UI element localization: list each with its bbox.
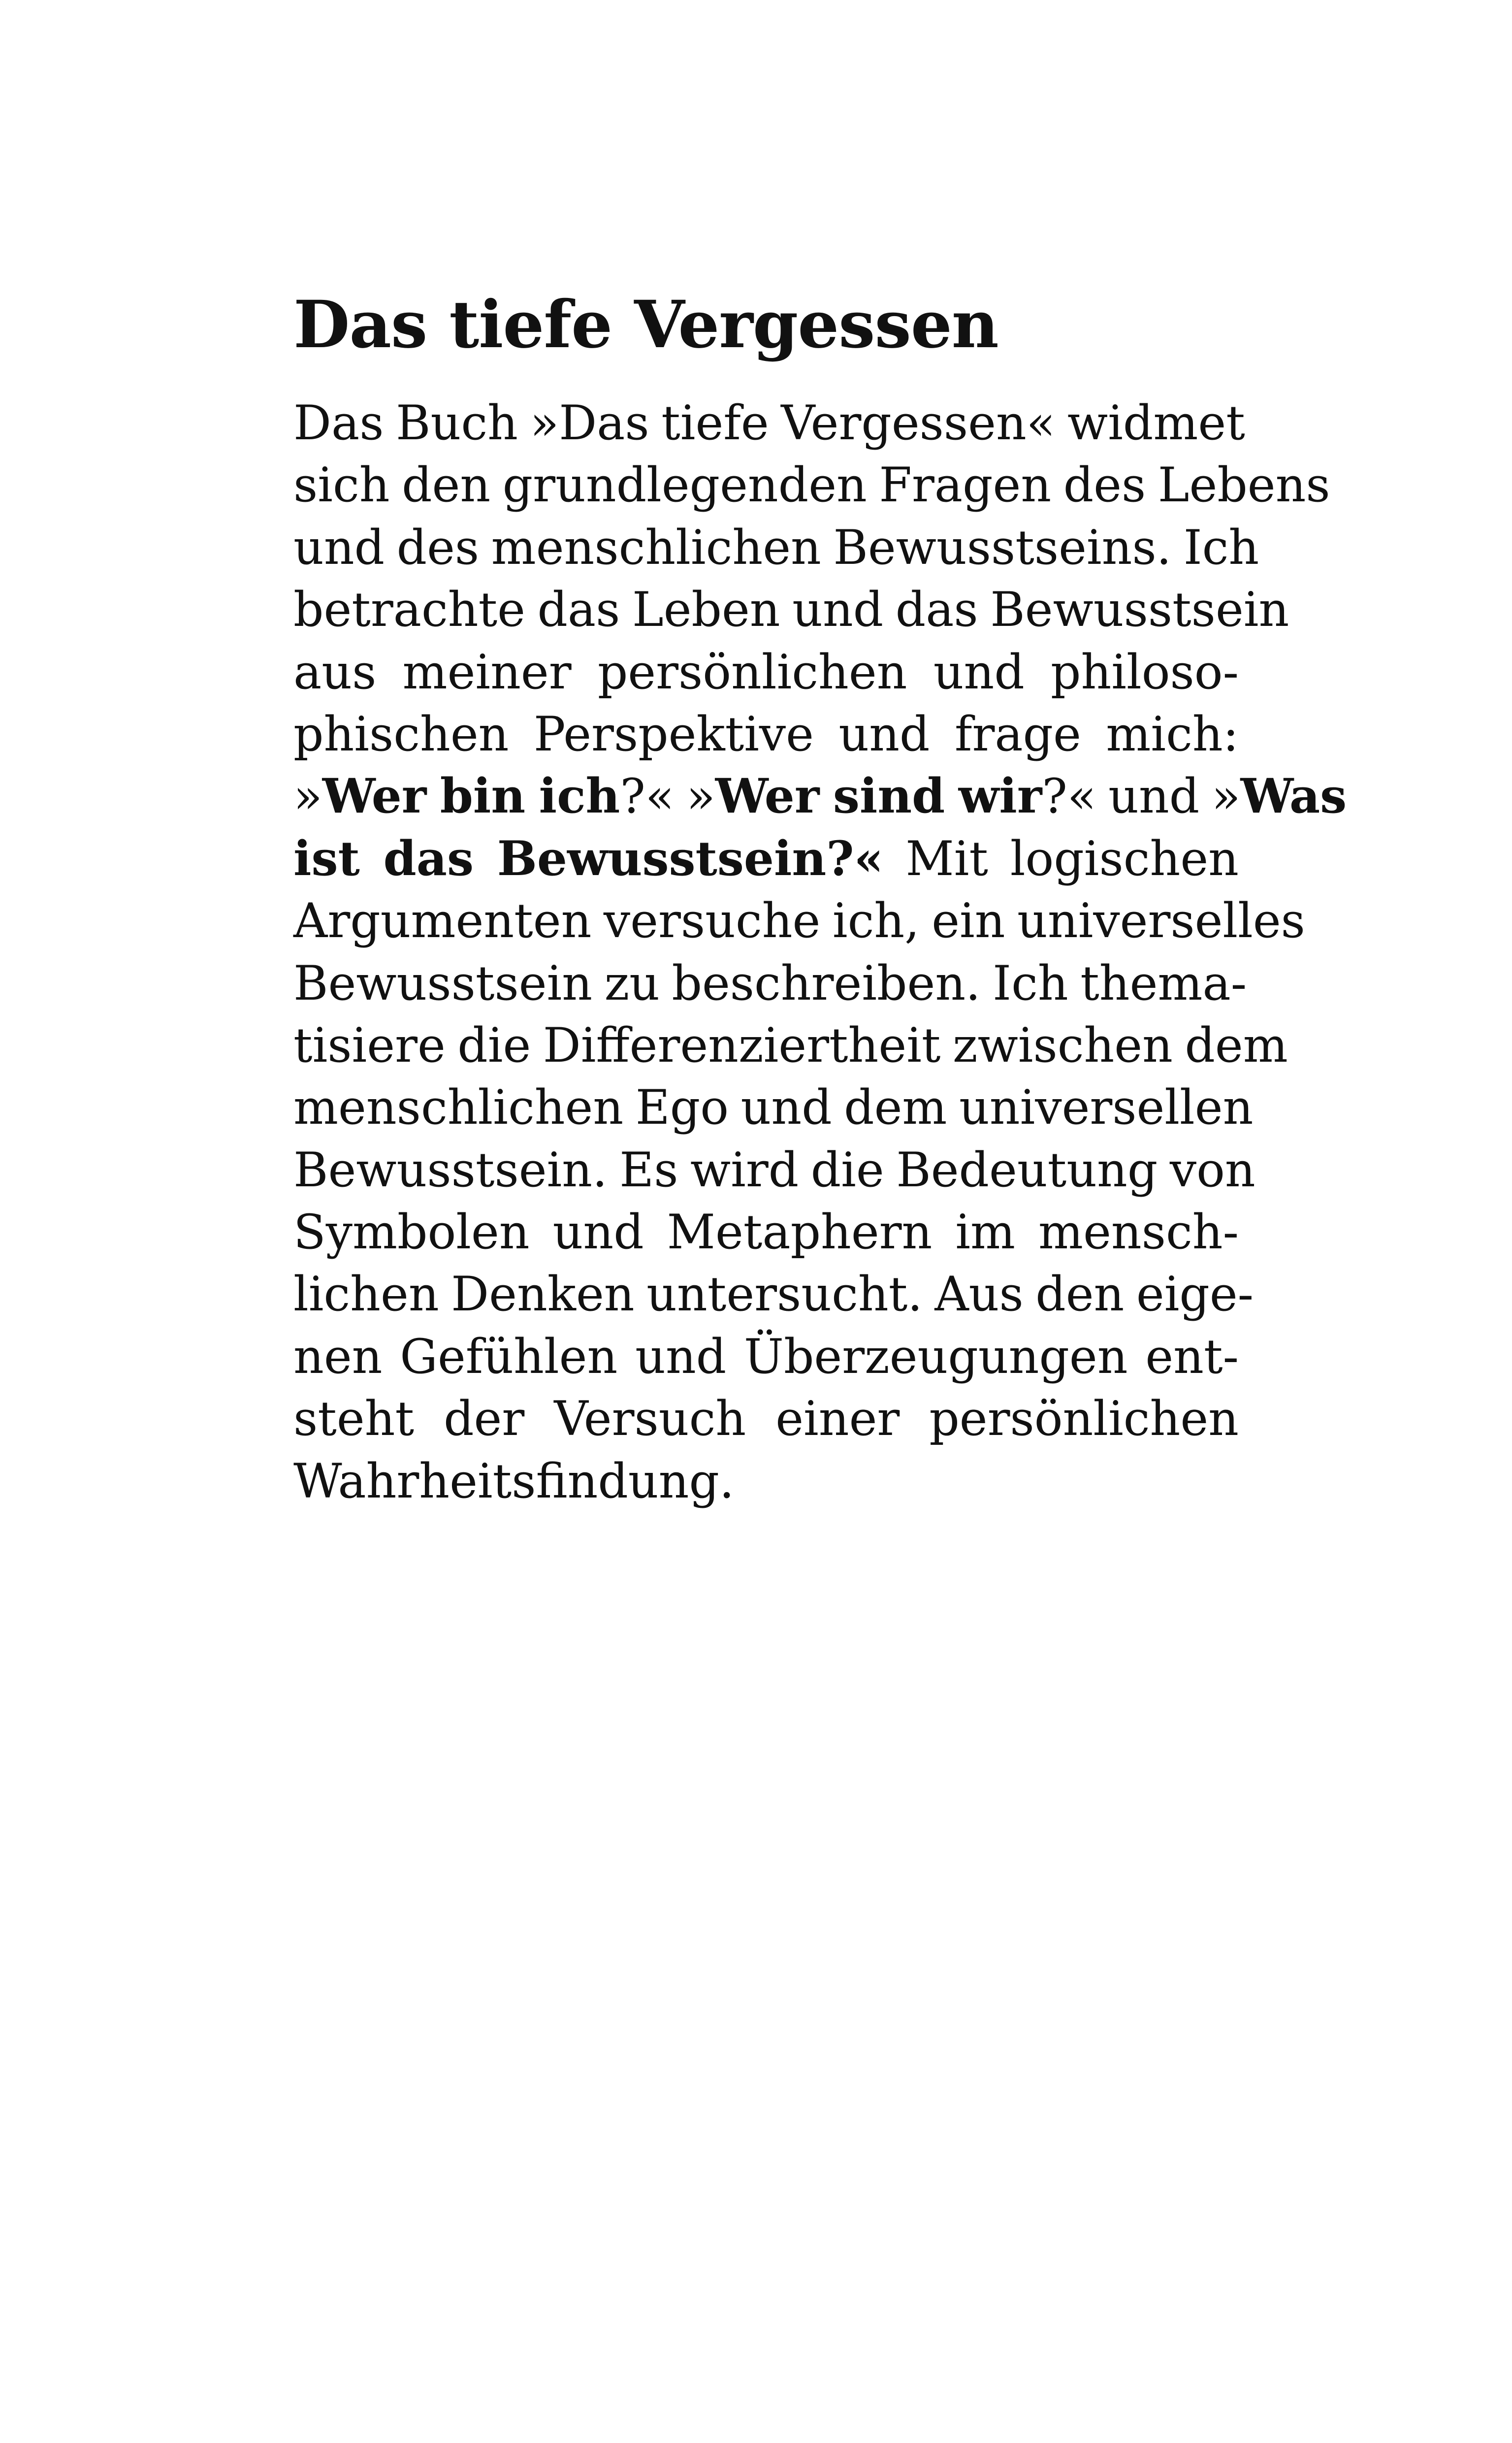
- text-line: betrachte das Leben und das Bewusstsein: [293, 582, 1289, 638]
- question-what-is-consciousness-start: Was: [1240, 768, 1347, 824]
- text-fragment: ?« und »: [1042, 769, 1241, 824]
- text-line: nen Gefühlen und Überzeugungen ent-: [293, 1329, 1239, 1384]
- text-line: phischen Perspektive und frage mich:: [293, 706, 1239, 762]
- text-fragment: »: [293, 769, 322, 824]
- text-line: Bewusstsein zu beschreiben. Ich thema-: [293, 955, 1247, 1011]
- text-line: lichen Denken untersucht. Aus den eige-: [293, 1267, 1254, 1322]
- text-line-questions-continued: [293, 828, 1239, 890]
- question-who-are-we: Wer sind wir: [715, 768, 1042, 824]
- text-line: Symbolen und Metaphern im mensch-: [293, 1205, 1239, 1260]
- text-fragment: ?« »: [620, 769, 715, 824]
- blurb-text-block: [293, 276, 1347, 1512]
- text-line: menschlichen Ego und dem universellen: [293, 1080, 1254, 1136]
- question-what-is-consciousness-end: ist das Bewusstsein?«: [293, 830, 884, 886]
- question-who-am-i: Wer bin ich: [322, 768, 620, 824]
- page-title: Das tiefe Vergessen: [293, 287, 998, 363]
- text-line-questions: [293, 765, 1347, 827]
- text-line: steht der Versuch einer persönlichen: [293, 1391, 1239, 1447]
- text-line-last: Wahrheitsfindung.: [293, 1453, 735, 1509]
- text-line: tisiere die Differenziertheit zwischen dem: [293, 1017, 1288, 1073]
- text-line: Das Buch »Das tiefe Vergessen« widmet: [293, 395, 1245, 451]
- text-line: Bewusstsein. Es wird die Bedeutung von: [293, 1142, 1255, 1198]
- text-line: Argumenten versuche ich, ein universelles: [293, 893, 1305, 949]
- text-line: aus meiner persönlichen und philoso-: [293, 644, 1239, 700]
- text-fragment: Mit logischen: [883, 831, 1239, 886]
- text-line: und des menschlichen Bewusstseins. Ich: [293, 520, 1259, 575]
- body-paragraph: [293, 392, 1347, 1512]
- text-line: sich den grundlegenden Fragen des Lebens: [293, 457, 1330, 513]
